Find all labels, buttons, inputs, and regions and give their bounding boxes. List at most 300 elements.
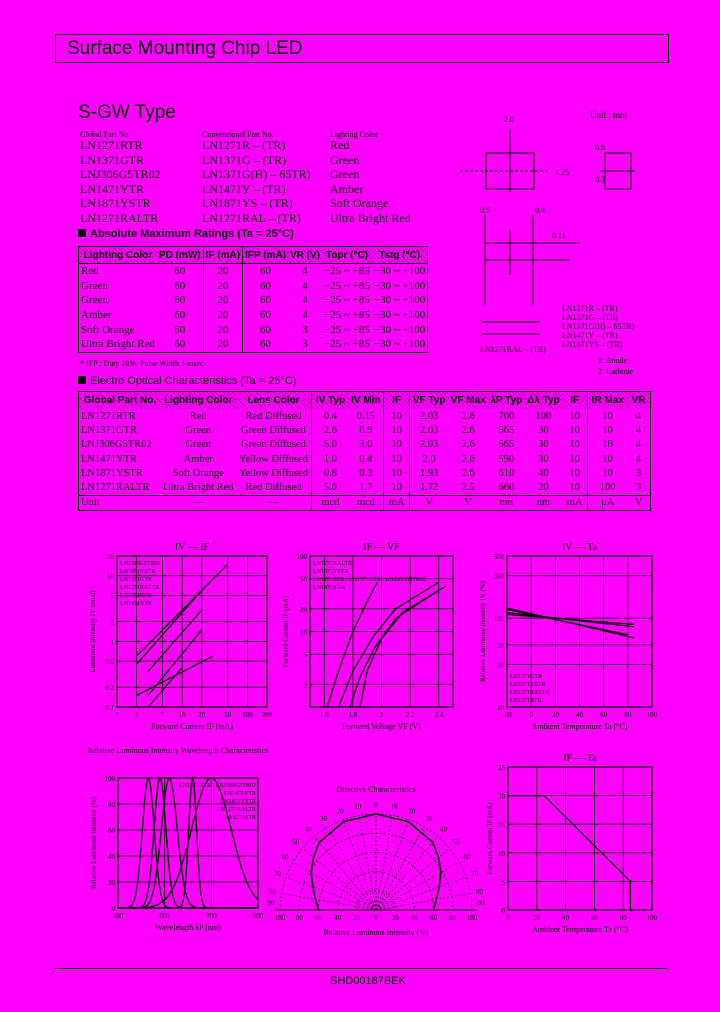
eo-cell: 10 [602, 467, 613, 479]
y-tick-label: 10 [498, 849, 505, 858]
dimension-label: 2.0 [504, 115, 514, 124]
eo-cell: 2.6 [461, 439, 475, 451]
series-label: LN1371GTR / LNJ306G5TR02 [179, 783, 256, 789]
eo-header-cell: Lens Color [236, 392, 312, 410]
eo-cell: Green [185, 424, 212, 436]
y-tick-label: 300 [493, 572, 504, 581]
dimension-part: LN1371G – (TR) [562, 313, 618, 322]
angle-tick-label: 90 [267, 899, 275, 907]
eo-cell: Green [185, 439, 212, 451]
conventional-part-no: LN1271RAL – (TR) [202, 210, 301, 225]
footer-rule [55, 968, 667, 969]
ratings-cell: −30 ~ +100 [373, 309, 426, 322]
eo-cell: 0.8 [323, 467, 338, 479]
y-tick-label: 0.5 [105, 658, 114, 667]
ratings-cell: 20 [203, 264, 242, 279]
ratings-cell: 60 [157, 322, 203, 337]
y-tick-label: 100 [296, 553, 307, 561]
header-global: Global Part No. [80, 130, 131, 139]
eo-cell: 2.6 [461, 424, 475, 436]
eo-unit-cell: Unit [79, 495, 161, 510]
ratings-cell: 60 [260, 338, 272, 351]
dimension-unit: Unit : mm [590, 110, 628, 120]
eo-cell: 2.03 [419, 424, 439, 436]
eo-cell: 10 [384, 423, 410, 437]
eo-cell: Yellow Diffused [236, 466, 312, 480]
eo-title-text: Electro Optical Characteristics (Ta = 25°C) [90, 375, 297, 387]
eo-unit-cell: mcd [348, 495, 383, 510]
ratings-cell: 60 [260, 323, 272, 336]
series-label: LN1271RALTR [120, 585, 160, 591]
eo-unit-cell: mcd [312, 495, 349, 510]
eo-cell: 2.0 [422, 453, 436, 465]
eo-unit-cell: — [161, 495, 236, 510]
series-label: LN1371GTR [510, 674, 542, 680]
lighting-color: Green [330, 167, 360, 182]
series-label: LN1271RTR [224, 815, 256, 821]
ratings-cell: 3 [302, 338, 308, 351]
dimension-label: 0.8 [595, 143, 605, 152]
angle-tick-label: 90 [477, 899, 485, 907]
x-tick-label: 100 [646, 914, 658, 922]
eo-cell: 2.6 [461, 467, 475, 479]
x-tick-label: 20 [551, 711, 559, 719]
eo-cell: 20 [538, 482, 549, 494]
pin-anode: 1: Anode [598, 356, 628, 365]
angle-tick-label: 80 [475, 887, 483, 896]
eo-cell: 10 [562, 409, 588, 423]
chart-title: Directive Characteristics [336, 785, 416, 794]
eo-header-cell: Global Part No. [79, 392, 161, 410]
y-tick-label: 20 [107, 553, 114, 561]
dimension-part: LN1271RAL – (TR) [480, 345, 546, 354]
eo-unit-cell: mA [384, 495, 410, 510]
x-axis-label: Forward Voltage VF (V) [342, 722, 421, 731]
y-axis-label: Luminous Intensity IV (mcd) [89, 590, 97, 673]
y-tick-label: 10 [497, 704, 504, 712]
y-tick-label: 25 [498, 764, 505, 772]
angle-tick-label: 10 [354, 802, 362, 811]
ratings-cell: −30 ~ +100 [373, 323, 426, 336]
eo-cell: 100 [599, 482, 616, 494]
y-tick-label: 40 [108, 853, 115, 861]
angle-tick-label: 50 [452, 838, 460, 847]
chart-0 [89, 542, 273, 731]
series-label: LN1471YTR [224, 791, 256, 797]
angle-tick-label: 70 [471, 870, 479, 879]
ratings-cell: 20 [203, 308, 242, 323]
eo-header-cell: λP Typ [488, 392, 525, 410]
eo-cell: 0.4 [348, 452, 383, 466]
x-tick-label: -20 [502, 711, 512, 719]
eo-cell: Red Diffused [236, 480, 312, 495]
conventional-part-no: LN1371G – (TR) [202, 152, 286, 167]
series-label: LN1471YTR [120, 601, 152, 607]
x-tick-label: 100 [242, 711, 253, 719]
ratings-header-cell: Tstg (°C) [372, 247, 428, 264]
eo-unit-cell: V [627, 495, 650, 510]
x-tick-label: 1 [115, 711, 119, 719]
eo-cell: 2.6 [461, 410, 475, 422]
angle-tick-label: 10 [390, 802, 398, 811]
eo-cell: 565 [498, 424, 515, 436]
series-label: LN1871YSTR [120, 569, 156, 575]
radial-tick-label: 60 [430, 914, 438, 922]
radial-tick-label: 20 [353, 914, 361, 922]
eo-cell: 10 [562, 438, 588, 452]
header-conventional: Conventional Part No. [202, 130, 274, 139]
eo-header-cell: Lighting Color [161, 392, 236, 410]
y-tick-label: 500 [493, 553, 504, 561]
x-axis-label: Relative Luminous Intensity (%) [323, 928, 429, 937]
y-tick-label: 20 [108, 879, 115, 887]
eo-cell: 0.4 [323, 410, 338, 422]
ratings-cell: −25 ~ +85 [324, 279, 370, 292]
type-title: S-GW Type [78, 102, 176, 123]
ratings-header-cell: VR (V) [288, 247, 322, 264]
series-label: LN1871YSTR [510, 682, 546, 688]
ratings-cell: −30 ~ +100 [373, 265, 426, 278]
ratings-cell: −25 ~ +85 [324, 309, 370, 322]
dimension-label: 0.3 [595, 175, 605, 184]
angle-tick-label: 40 [439, 825, 447, 834]
ratings-cell: −30 ~ +100 [373, 338, 426, 351]
eo-header-cell: IV Typ [312, 392, 349, 410]
header-title: Surface Mounting Chip LED [67, 38, 303, 59]
eo-cell: 5.0 [323, 439, 338, 451]
y-tick-label: 20 [498, 792, 505, 801]
eo-cell: 30 [538, 424, 549, 436]
eo-cell: 2.6 [323, 424, 338, 436]
ratings-cell: −25 ~ +85 [324, 338, 370, 351]
x-tick-label: 0 [529, 711, 533, 719]
ratings-cell: Green [81, 279, 108, 292]
global-part-no: LN1371GTR [80, 152, 144, 167]
y-axis-label: Forward Current IF (mA) [486, 802, 494, 875]
angle-tick-label: 30 [320, 815, 327, 824]
angle-tick-label: 70 [273, 870, 281, 879]
lighting-color: Green [330, 152, 360, 167]
eo-header-cell: Δλ Typ [525, 392, 562, 410]
eo-cell: 10 [384, 409, 410, 423]
eo-cell: 40 [538, 467, 549, 479]
y-tick-label: 0 [111, 905, 115, 913]
ratings-cell: 4 [302, 265, 308, 278]
eo-cell: 610 [498, 467, 515, 479]
eo-cell: LN1871YSTR [81, 467, 143, 479]
y-tick-label: 5 [303, 651, 307, 660]
ratings-cell: 4 [302, 279, 308, 292]
eo-cell: LNJ306G5TR02 [81, 439, 152, 451]
eo-header-cell: VF Typ [409, 392, 448, 410]
eo-header-cell: IF [562, 392, 588, 410]
series-label: LN1271RTR [510, 698, 542, 704]
ratings-cell: 60 [157, 293, 203, 308]
eo-unit-cell: nm [525, 495, 562, 510]
series-label: LN1271RALTR [313, 561, 353, 567]
x-axis-label: Ambient Temperature Ta (°C) [532, 925, 628, 934]
y-tick-label: 50 [497, 641, 504, 650]
eo-cell: 10 [562, 452, 588, 466]
radial-tick-label: 80 [295, 914, 303, 922]
eo-cell: 590 [498, 453, 515, 465]
ratings-cell: Red [81, 265, 99, 278]
x-tick-label: 40 [576, 711, 583, 719]
y-tick-label: 15 [498, 821, 505, 830]
global-part-no: LN1271RALTR [80, 210, 159, 225]
polar-grid-spoke [376, 862, 459, 910]
eo-cell: 1.0 [323, 453, 338, 465]
angle-tick-label: 20 [336, 807, 344, 816]
radial-tick-label: 60 [314, 914, 322, 922]
ratings-cell: 3 [302, 323, 308, 336]
ratings-cell: 60 [157, 279, 203, 294]
eo-cell: Green Diffused [236, 438, 312, 452]
chart-4 [268, 785, 486, 937]
x-tick-label: 2.4 [434, 711, 444, 719]
y-tick-label: 0.1 [105, 704, 114, 712]
conventional-part-no: LN1371G(H) – 65TR) [202, 167, 311, 182]
x-tick-label: 20 [198, 711, 206, 719]
ratings-cell: Amber [81, 309, 112, 322]
chart-title: IF — Ta [563, 753, 597, 764]
global-part-no: LN1471YTR [80, 181, 144, 196]
chart-title: IV — IF [174, 542, 210, 553]
chart-title: IV — Ta [561, 542, 598, 553]
eo-cell: 10 [602, 410, 613, 422]
eo-cell: 10 [384, 452, 410, 466]
dimension-label: 0.4 [535, 206, 545, 215]
series-label: LN1471YTR [313, 585, 345, 591]
x-tick-label: 2.2 [405, 711, 415, 719]
eo-cell: 0.9 [348, 423, 383, 437]
eo-cell: LN1371GTR [81, 424, 137, 436]
eo-cell: 10 [602, 453, 613, 465]
ratings-cell: Green [81, 294, 108, 307]
y-tick-label: 80 [108, 801, 115, 809]
ratings-cell: 60 [260, 309, 272, 322]
y-axis-label: Relative Luminous Intensity (%) [90, 797, 98, 889]
eo-cell: 10 [562, 480, 588, 495]
series-line [327, 582, 377, 707]
angle-tick-label: 60 [463, 853, 471, 862]
series-label: LN1271RALTR [216, 807, 256, 813]
polar-grid-spoke [293, 862, 376, 910]
x-tick-label: 80 [619, 914, 627, 922]
lighting-color: Soft Orange [330, 196, 389, 211]
ratings-cell: 20 [203, 337, 242, 352]
x-axis-label: Forward Current IF (mA) [151, 722, 233, 731]
eo-cell: Red [189, 410, 207, 422]
eo-cell: 10 [562, 423, 588, 437]
y-tick-label: 1 [110, 638, 114, 647]
x-tick-label: 10 [178, 711, 186, 719]
ratings-cell: 20 [203, 293, 242, 308]
lighting-color: Amber [330, 181, 364, 196]
y-tick-label: 5 [110, 592, 114, 601]
series-label: LN1371GTR [120, 577, 152, 583]
eo-cell: Green Diffused [236, 423, 312, 437]
eo-cell: Ultra Bright Red [162, 482, 234, 494]
eo-cell: 10 [562, 466, 588, 480]
eo-cell: 2.5 [461, 482, 475, 494]
y-tick-label: 2 [303, 681, 307, 690]
y-tick-label: 0 [501, 907, 505, 915]
eo-header-cell: IV Min [348, 392, 383, 410]
chart-title: IF — VF [363, 542, 400, 553]
x-tick-label: 2 [134, 711, 139, 719]
radial-tick-label: 20 [391, 914, 399, 922]
series-line [118, 778, 258, 908]
radial-tick-label: 40 [410, 914, 418, 922]
dimension-label: 1.25 [555, 168, 569, 177]
eo-cell: 0.3 [348, 466, 383, 480]
angle-tick-label: 30 [425, 815, 432, 824]
polar-grid-spoke [376, 827, 424, 910]
series-label: LN1271RTR [120, 593, 152, 599]
ratings-cell: 60 [157, 308, 203, 323]
x-tick-label: 80 [624, 711, 632, 719]
ratings-cell: −30 ~ +100 [373, 279, 426, 292]
ratings-cell: 60 [157, 264, 203, 279]
chart-1 [282, 542, 453, 731]
series-label: LNJ306G5TR02 [120, 561, 161, 567]
eo-unit-cell: — [236, 495, 312, 510]
eo-cell: LN1271RALTR [81, 482, 150, 494]
eo-header-cell: VR [627, 392, 650, 410]
x-tick-label: 600 [159, 912, 170, 920]
chart-3 [88, 746, 269, 932]
y-tick-label: 2 [110, 618, 114, 627]
x-tick-label: 60 [590, 914, 598, 922]
angle-tick-label: 80 [269, 887, 277, 896]
ratings-header-cell: PD (mW) [157, 247, 203, 264]
dimension-part: LN1371G(H) – 65TR) [562, 322, 635, 331]
eo-header-cell: IF [384, 392, 410, 410]
angle-tick-label: 50 [292, 838, 300, 847]
eo-cell: 3 [635, 482, 642, 494]
eo-cell: 660 [498, 482, 515, 494]
y-tick-label: 10 [300, 628, 307, 637]
y-tick-label: 1 [303, 704, 307, 712]
series-label: LN1871YSTR [313, 569, 349, 575]
eo-cell: 4 [635, 424, 642, 436]
eo-cell: Soft Orange [172, 467, 224, 479]
pin-cathode: 2: Cathode [598, 367, 633, 376]
eo-cell: 2.6 [461, 453, 475, 465]
angle-tick-label: 20 [408, 807, 416, 816]
ratings-header-cell: Topr (°C) [322, 247, 372, 264]
eo-cell: Amber [183, 453, 213, 465]
ratings-cell: 60 [260, 279, 272, 292]
x-tick-label: 700 [206, 912, 217, 920]
conventional-part-no: LN1471Y – (TR) [202, 181, 286, 196]
eo-header-cell: VF Max [448, 392, 488, 410]
global-part-no: LN1871YSTR [80, 196, 151, 211]
lighting-color: Ultra Bright Red [330, 210, 411, 225]
ratings-cell: 20 [203, 322, 242, 337]
x-tick-label: 0 [506, 914, 510, 922]
eo-cell: 10 [384, 466, 410, 480]
dimension-part: LN1871YS – (TR) [562, 340, 623, 349]
angle-tick-label: 60 [281, 853, 289, 862]
eo-cell: 10 [384, 438, 410, 452]
eo-unit-cell: V [448, 495, 488, 510]
y-axis-label: Forward Current IF (mA) [282, 595, 290, 668]
eo-cell: 565 [498, 439, 515, 451]
eo-cell: 2.03 [419, 439, 439, 451]
eo-cell: 1.72 [419, 482, 439, 494]
eo-cell: 5.0 [323, 482, 338, 494]
series-label: LN1271RTR / LN1371GTR / LNJ306G5TR02 [313, 577, 426, 583]
eo-cell: 3 [635, 467, 642, 479]
ratings-cell: 20 [203, 279, 242, 294]
eo-unit-cell: mA [562, 495, 588, 510]
y-tick-label: 30 [497, 661, 504, 670]
y-tick-label: 5 [501, 878, 505, 887]
ratings-header-cell: IF (mA) [203, 247, 242, 264]
eo-cell: Yellow Diffused [236, 452, 312, 466]
x-tick-label: 50 [224, 711, 232, 719]
x-tick-label: 100 [646, 711, 658, 719]
x-tick-label: 800 [252, 912, 264, 920]
x-tick-label: 200 [261, 711, 273, 719]
dimension-label: 0.11 [552, 231, 566, 240]
dimension-label: 0.5 [480, 206, 490, 215]
x-tick-label: 2 [379, 711, 384, 719]
dimension-part: LN1471Y – (TR) [562, 331, 618, 340]
series-label: LN1271RALTR [510, 690, 550, 696]
series-label: LN1871YSTR [220, 799, 256, 805]
ratings-header-cell: IFP (mA) [243, 247, 288, 264]
angle-tick-label: 0 [374, 801, 378, 809]
eo-cell: 1.93 [419, 467, 439, 479]
header-color: Lighting Color [330, 130, 378, 139]
conventional-part-no: LN1871YS – (TR) [202, 196, 293, 211]
eo-cell: 1.7 [348, 480, 383, 495]
radial-tick-label: 40 [334, 914, 342, 922]
eo-cell: 10 [384, 480, 410, 495]
ratings-cell: −25 ~ +85 [324, 265, 370, 278]
x-tick-label: 5 [160, 711, 165, 719]
eo-cell: 10 [602, 424, 613, 436]
y-tick-label: 50 [300, 575, 307, 584]
y-tick-label: 60 [108, 827, 115, 835]
x-axis-label: Ambient Temperature Ta (°C) [531, 722, 628, 731]
ratings-cell: 60 [157, 337, 203, 352]
radial-tick-label: 0 [374, 914, 378, 922]
x-tick-label: 40 [562, 914, 570, 922]
ratings-cell: 4 [302, 309, 308, 322]
eo-cell: 700 [498, 410, 515, 422]
chart-2 [479, 542, 658, 731]
x-axis-label: Wavelength λP (nm) [155, 923, 221, 932]
lighting-color: Red [330, 138, 350, 152]
y-tick-label: 0.2 [105, 684, 114, 693]
eo-cell: 2.03 [419, 410, 439, 422]
eo-unit-cell: V [409, 495, 448, 510]
y-tick-label: 10 [107, 572, 114, 581]
y-axis-label: Relative Luminous Intensity IV (%) [479, 581, 487, 682]
eo-cell: 30 [538, 439, 549, 451]
conventional-part-no: LN1271R – (TR) [202, 138, 286, 152]
global-part-no: LN1271RTR [80, 138, 143, 152]
eo-cell: 100 [535, 410, 552, 422]
ratings-cell: −25 ~ +85 [324, 323, 370, 336]
eo-cell: 0.15 [348, 409, 383, 423]
ratings-header-cell: Lighting Color [79, 247, 157, 264]
chart-title: Relative Luminous Intensity Wavelength Characteristics [87, 746, 269, 755]
